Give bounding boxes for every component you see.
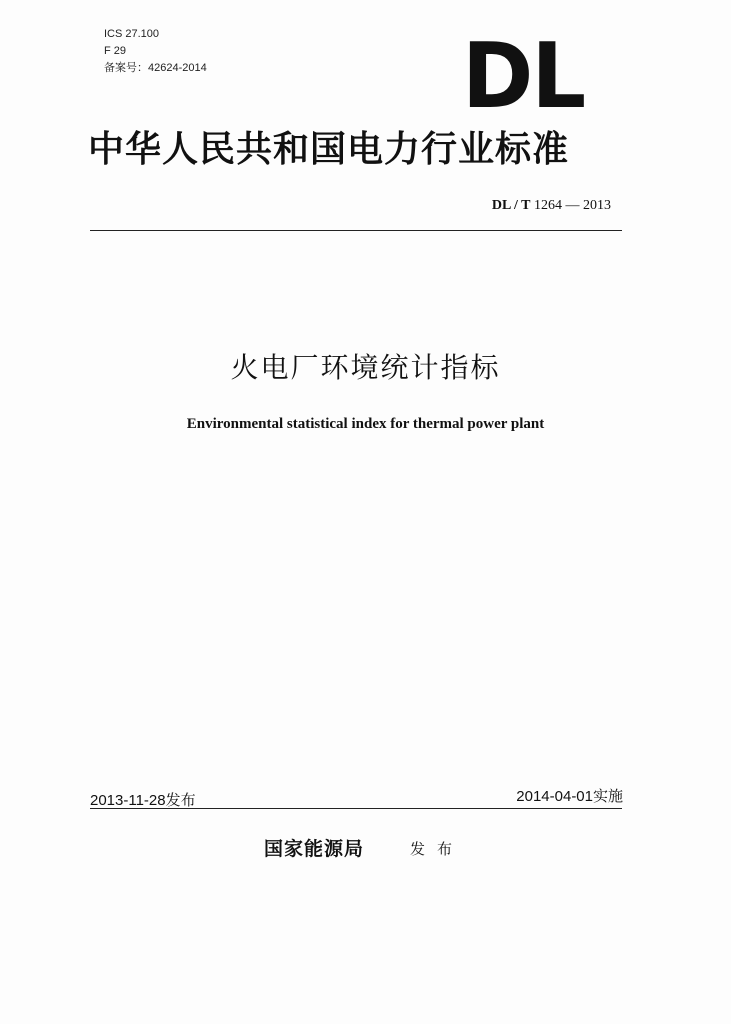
header-divider (90, 230, 622, 231)
publish-label: 发布 (410, 840, 465, 858)
ics-code: ICS 27.100 (104, 28, 160, 40)
footer-divider (90, 808, 622, 809)
industry-standard-title: 中华人民共和国电力行业标准 (88, 129, 570, 170)
publisher-name: 国家能源局 (264, 838, 365, 860)
dl-logo: DL (462, 24, 585, 130)
implementation-date: 2014-04-01实施 (516, 788, 623, 805)
standard-year-number: 1264 — 2013 (534, 198, 611, 213)
document-title-english: Environmental statistical index for thermal power plant (186, 416, 545, 432)
standard-code: DL / T (491, 198, 531, 213)
document-title-chinese: 火电厂环境统计指标 (230, 351, 501, 384)
record-number: 备案号：42624-2014 (104, 62, 207, 74)
issue-date: 2013-11-28发布 (90, 792, 196, 809)
standard-number (492, 198, 611, 214)
ccs-code: F 29 (104, 45, 127, 57)
